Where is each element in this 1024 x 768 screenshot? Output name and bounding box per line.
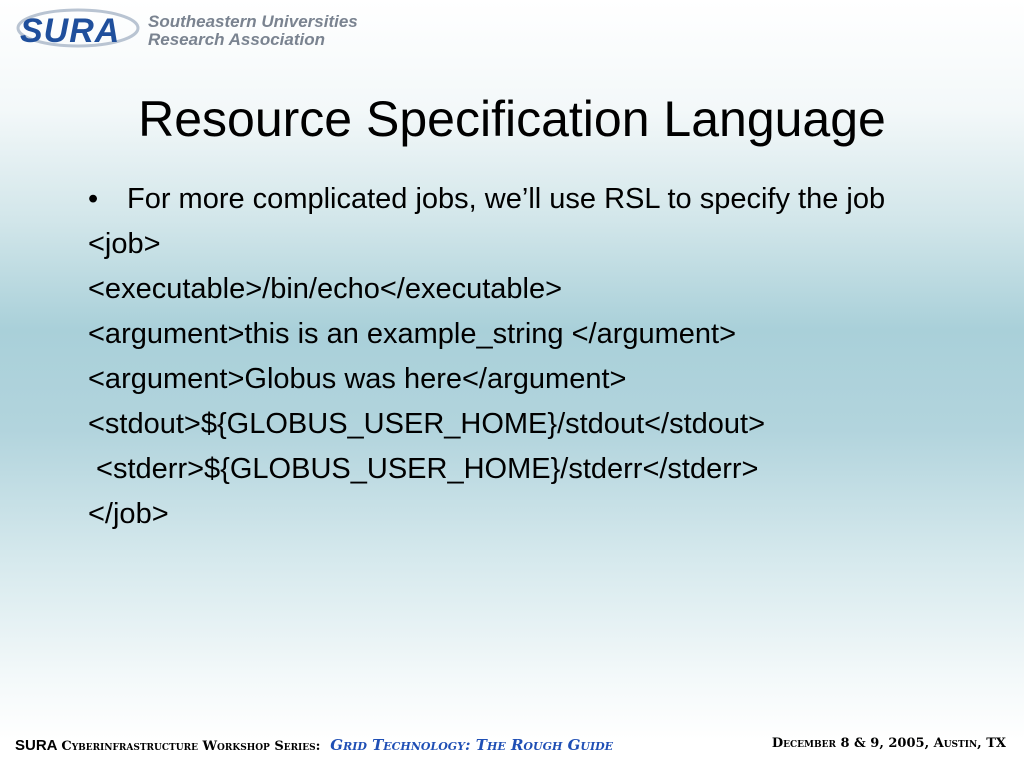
bullet-dot: • xyxy=(88,183,99,215)
rsl-code-line: <stdout>${GLOBUS_USER_HOME}/stdout</stdout> xyxy=(88,408,766,440)
footer-series-info xyxy=(15,736,613,754)
rsl-code-line: <executable>/bin/echo</executable> xyxy=(88,273,563,305)
logo-org-line1: Southeastern Universities xyxy=(148,12,358,31)
slide-body xyxy=(88,182,948,542)
logo-org-line2: Research Association xyxy=(148,30,325,49)
sura-logo xyxy=(14,6,374,52)
footer-org: SURA xyxy=(15,737,58,754)
slide-footer xyxy=(15,736,1006,756)
bullet-item xyxy=(88,182,948,217)
bullet-text: For more complicated jobs, we’ll use RSL to specify the job xyxy=(127,183,886,215)
logo-org-name xyxy=(148,13,358,49)
rsl-code-line: <job> xyxy=(88,228,161,260)
rsl-code-line: <argument>this is an example_string </argument> xyxy=(88,318,737,350)
logo-wordmark: SURA xyxy=(20,12,121,50)
footer-subtitle: Grid Technology: The Rough Guide xyxy=(330,736,614,754)
slide-title: Resource Specification Language xyxy=(138,91,886,147)
rsl-code-line: <argument>Globus was here</argument> xyxy=(88,363,627,395)
rsl-code-line: <stderr>${GLOBUS_USER_HOME}/stderr</stderr> xyxy=(88,453,759,485)
footer-date-location: December 8 & 9, 2005, Austin, TX xyxy=(771,736,1006,751)
footer-series: Cyberinfrastructure Workshop Series: xyxy=(61,739,321,754)
rsl-code-line: </job> xyxy=(88,498,169,530)
